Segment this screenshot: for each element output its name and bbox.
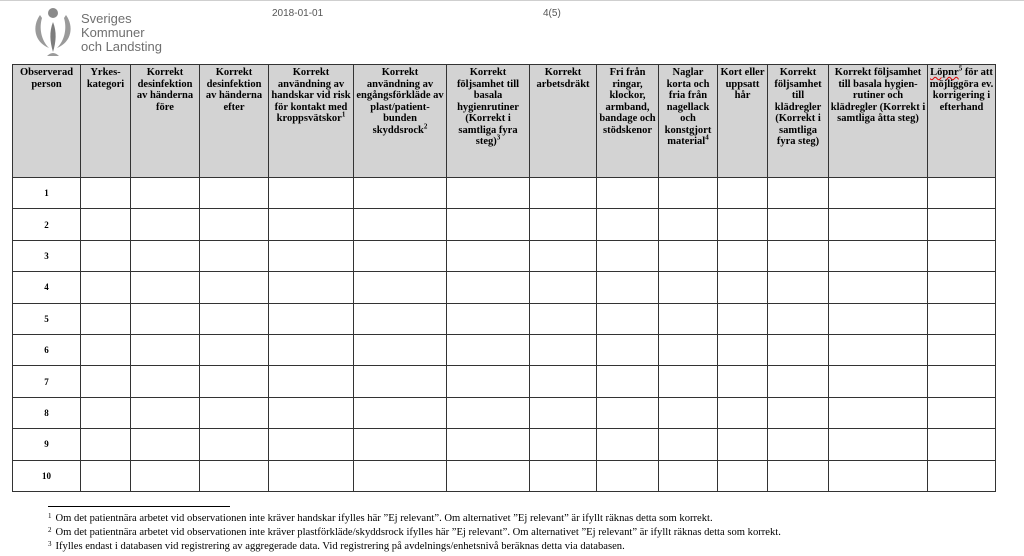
table-cell [131, 429, 200, 460]
table-cell [131, 460, 200, 491]
table-row [13, 178, 996, 209]
table-cell [530, 240, 597, 271]
table-cell [597, 397, 659, 428]
table-cell [447, 303, 530, 334]
table-cell [131, 334, 200, 365]
table-cell [200, 303, 269, 334]
table-cell [200, 209, 269, 240]
table-cell [829, 272, 928, 303]
table-cell [768, 303, 829, 334]
table-cell [131, 209, 200, 240]
table-cell [200, 334, 269, 365]
table-cell [81, 397, 131, 428]
row-number-cell: 8 [13, 397, 81, 428]
table-cell [597, 240, 659, 271]
column-header: Observerad person [13, 65, 81, 178]
table-cell [659, 178, 718, 209]
table-cell [447, 429, 530, 460]
table-cell [597, 429, 659, 460]
row-number-cell: 10 [13, 460, 81, 491]
table-cell [269, 272, 354, 303]
footnote: $^3$ Ifylles endast i databasen vid registrering av aggregerade data. Vid registrering på avdelnings/enhetsnivå beräknas detta via databasen. [48, 540, 625, 552]
row-number-cell: 9 [13, 429, 81, 460]
table-cell [81, 240, 131, 271]
table-cell [81, 303, 131, 334]
table-cell [597, 272, 659, 303]
table-row [13, 272, 996, 303]
table-cell [659, 209, 718, 240]
table-cell [597, 209, 659, 240]
table-cell [530, 334, 597, 365]
table-cell [659, 397, 718, 428]
column-header: Korrekt följsamhet till basala hygien-rutiner och klädregler (Korrekt i samtliga åtta steg) [829, 65, 928, 178]
table-cell [530, 178, 597, 209]
row-number-cell: 2 [13, 209, 81, 240]
table-cell [928, 460, 996, 491]
table-cell [354, 178, 447, 209]
table-row [13, 303, 996, 334]
table-cell [928, 272, 996, 303]
table-cell [81, 178, 131, 209]
row-number-cell: 4 [13, 272, 81, 303]
table-cell [829, 397, 928, 428]
table-cell [81, 272, 131, 303]
table-cell [131, 240, 200, 271]
table-cell [928, 240, 996, 271]
row-number-cell: 3 [13, 240, 81, 271]
table-cell [269, 334, 354, 365]
table-cell [768, 460, 829, 491]
column-header: Kort eller uppsatt hår [718, 65, 768, 178]
table-cell [354, 272, 447, 303]
table-cell [768, 209, 829, 240]
table-cell [354, 366, 447, 397]
table-cell [768, 178, 829, 209]
table-cell [131, 272, 200, 303]
row-number-cell: 1 [13, 178, 81, 209]
table-cell [530, 429, 597, 460]
table-cell [530, 272, 597, 303]
observation-table [12, 64, 996, 492]
table-cell [829, 303, 928, 334]
table-cell [447, 397, 530, 428]
table-cell [200, 366, 269, 397]
table-cell [928, 178, 996, 209]
table-cell [354, 303, 447, 334]
column-header: Korrekt användning av handskar vid risk för kontakt med kroppsvätskor$^1$ [269, 65, 354, 178]
table-cell [718, 178, 768, 209]
table-cell [597, 460, 659, 491]
row-number-cell: 7 [13, 366, 81, 397]
table-cell [718, 272, 768, 303]
table-cell [530, 366, 597, 397]
table-cell [81, 429, 131, 460]
table-cell [659, 272, 718, 303]
column-header: Fri från ringar, klockor, armband, bandage och stödskenor [597, 65, 659, 178]
row-number-cell: 6 [13, 334, 81, 365]
table-cell [718, 460, 768, 491]
table-cell [768, 272, 829, 303]
column-header: Naglar korta och fria från nagellack och konstgjort material$^4$ [659, 65, 718, 178]
table-cell [269, 240, 354, 271]
column-header: Korrekt följsamhet till basala hygienrutiner (Korrekt i samtliga fyra steg)$^3$ [447, 65, 530, 178]
column-header: Korrekt desinfektion av händerna efter [200, 65, 269, 178]
table-cell [718, 397, 768, 428]
table-cell [530, 460, 597, 491]
row-number-cell: 5 [13, 303, 81, 334]
table-cell [829, 209, 928, 240]
table-cell [131, 366, 200, 397]
table-cell [200, 240, 269, 271]
table-cell [269, 303, 354, 334]
table-cell [659, 460, 718, 491]
table-cell [269, 460, 354, 491]
table-cell [718, 366, 768, 397]
table-cell [200, 460, 269, 491]
table-cell [81, 209, 131, 240]
table-cell [768, 240, 829, 271]
table-header-row [13, 65, 996, 178]
table-cell [718, 209, 768, 240]
table-cell [530, 397, 597, 428]
table-cell [718, 240, 768, 271]
table-cell [269, 209, 354, 240]
column-header: Korrekt användning av engångsförkläde av plast/patient-bunden skyddsrock$^2$ [354, 65, 447, 178]
table-cell [447, 209, 530, 240]
table-cell [659, 429, 718, 460]
table-cell [659, 240, 718, 271]
table-cell [354, 334, 447, 365]
table-cell [447, 178, 530, 209]
table-cell [200, 397, 269, 428]
header-page-number: 4(5) [543, 8, 561, 19]
table-cell [530, 303, 597, 334]
table-cell [200, 429, 269, 460]
table-cell [354, 429, 447, 460]
table-cell [718, 303, 768, 334]
table-cell [200, 178, 269, 209]
table-cell [354, 460, 447, 491]
column-header: Korrekt arbetsdräkt [530, 65, 597, 178]
column-header: Löpnr$^5$ för att möjliggöra ev. korrigering i efterhand [928, 65, 996, 178]
table-row [13, 334, 996, 365]
footnote-separator [48, 506, 230, 507]
table-cell [200, 272, 269, 303]
logo-line: och Landsting [81, 39, 162, 54]
table-cell [447, 460, 530, 491]
table-cell [447, 366, 530, 397]
table-cell [928, 303, 996, 334]
table-cell [354, 209, 447, 240]
skl-logo-icon [30, 6, 76, 58]
table-cell [768, 334, 829, 365]
table-cell [269, 366, 354, 397]
footnote: $^1$ Om det patientnära arbetet vid observationen inte kräver handskar ifylles här ”Ej relevant”. Om alternativet ”Ej relevant” är ifyllt räknas detta som korrekt. [48, 512, 713, 524]
table-cell [928, 429, 996, 460]
page-top-border [0, 0, 1024, 1]
table-cell [928, 397, 996, 428]
table-cell [659, 303, 718, 334]
table-row [13, 460, 996, 491]
table-cell [768, 429, 829, 460]
table-cell [928, 209, 996, 240]
table-cell [131, 397, 200, 428]
table-cell [829, 366, 928, 397]
table-cell [597, 303, 659, 334]
footnotes [48, 512, 781, 554]
table-cell [718, 429, 768, 460]
logo-line: Sveriges [81, 11, 132, 26]
table-row [13, 429, 996, 460]
table-cell [659, 334, 718, 365]
table-cell [447, 240, 530, 271]
table-row [13, 209, 996, 240]
table-cell [131, 178, 200, 209]
table-cell [928, 366, 996, 397]
table-cell [829, 178, 928, 209]
column-header: Yrkes-kategori [81, 65, 131, 178]
table-cell [718, 334, 768, 365]
logo-wordmark [81, 12, 162, 54]
table-cell [81, 334, 131, 365]
table-row [13, 366, 996, 397]
table-cell [447, 334, 530, 365]
table-cell [269, 178, 354, 209]
table-cell [829, 334, 928, 365]
table-cell [928, 334, 996, 365]
column-header: Korrekt desinfektion av händerna före [131, 65, 200, 178]
table-cell [829, 240, 928, 271]
table-cell [659, 366, 718, 397]
footnote: $^2$ Om det patientnära arbetet vid observationen inte kräver plastförkläde/skyddsrock ifylles här ”Ej relevant”. Om alternativet ”Ej relevant” är ifyllt räknas detta som korrekt. [48, 526, 781, 538]
table-cell [597, 366, 659, 397]
table-cell [829, 429, 928, 460]
table-cell [354, 240, 447, 271]
table-cell [597, 178, 659, 209]
table-cell [81, 366, 131, 397]
table-cell [597, 334, 659, 365]
table-cell [81, 460, 131, 491]
table-row [13, 397, 996, 428]
column-header: Korrekt följsamhet till klädregler (Korrekt i samtliga fyra steg) [768, 65, 829, 178]
header-date: 2018-01-01 [272, 8, 324, 19]
table-cell [768, 397, 829, 428]
skl-logo [30, 6, 180, 58]
table-row [13, 240, 996, 271]
table-cell [447, 272, 530, 303]
table-cell [530, 209, 597, 240]
table-cell [131, 303, 200, 334]
table-cell [829, 460, 928, 491]
table-cell [768, 366, 829, 397]
table-cell [354, 397, 447, 428]
table-cell [269, 397, 354, 428]
logo-line: Kommuner [81, 25, 145, 40]
table-cell [269, 429, 354, 460]
